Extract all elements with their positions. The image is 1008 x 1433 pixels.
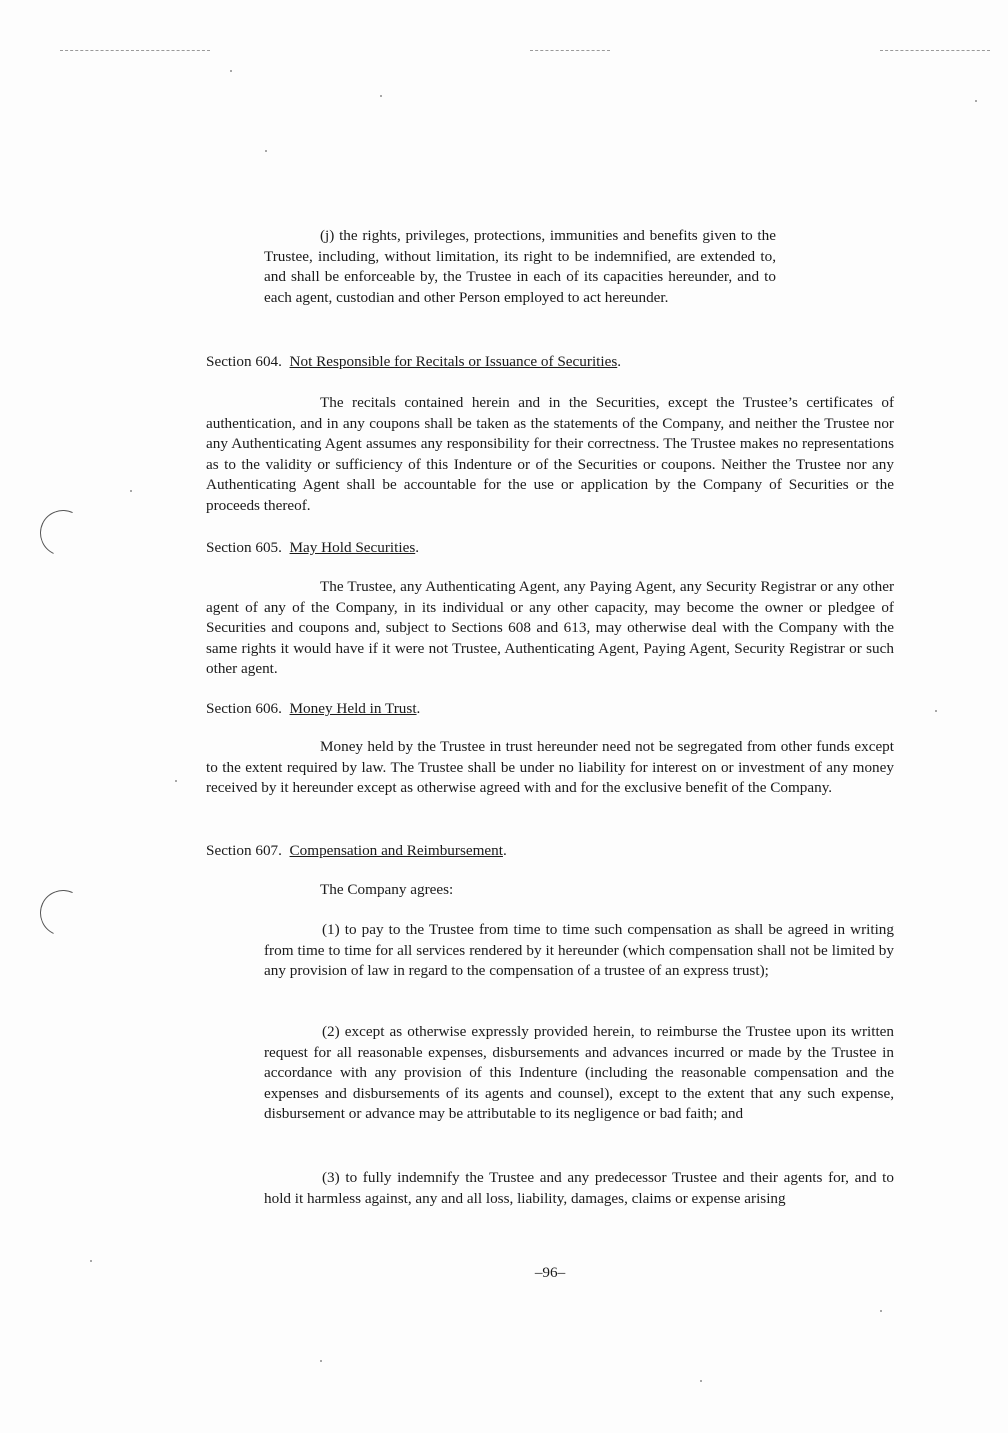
section-heading-606: Section 606. Money Held in Trust. [206,700,421,717]
section-title: Money Held in Trust [289,700,417,717]
section-heading-607: Section 607. Compensation and Reimbursement. [206,842,507,859]
section-heading-604: Section 604. Not Responsible for Recitals or Issuance of Securities. [206,353,622,370]
punch-hole-mark [34,884,93,943]
list-item-3: (3) to fully indemnify the Trustee and any predecessor Trustee and their agents for, and to hold it harmless against, any and all loss, liability, damages, claims or expense arising [264,1169,894,1207]
scan-speck [175,780,177,782]
scan-speck [700,1380,702,1382]
scan-speck [230,70,232,72]
section-heading-605: Section 605. May Hold Securities. [206,539,420,556]
scan-speck [265,150,267,152]
section-body-604: The recitals contained herein and in the Securities, except the Trustee’s certificates of authentication, and in any coupons shall be taken as the statements of the Company, and neither the Trustee nor any Authenticating Agent assumes any responsibility for their correctness. The Trustee makes no representations as to the validity or sufficiency of this Indenture or of the Securities or coupons. Neither the Trustee nor any Authenticating Agent shall be accountable for the use or application by the Company of Securities or the proceeds thereof. [206,394,894,514]
scan-speck [90,1260,92,1262]
scan-artifact-top-left [60,50,210,52]
scan-speck [380,95,382,97]
section-label: Section 607. [206,842,282,859]
section-label: Section 605. [206,539,282,556]
scan-artifact-top-mid [530,50,610,52]
scan-speck [975,100,977,102]
scan-speck [320,1360,322,1362]
section-label: Section 604. [206,353,282,370]
paragraph-j: (j) the rights, privileges, protections, immunities and benefits given to the Trustee, including, without limitation, its right to be indemnified, are extended to, and shall be enforceable by, the Trustee in each of its capacities hereunder, and to each agent, custodian and other Person employed to act hereunder. [264,227,776,306]
page-number: –96– [534,1264,566,1281]
section-body-606: Money held by the Trustee in trust hereunder need not be segregated from other funds except to the extent required by law. The Trustee shall be under no liability for interest on or investment of any money received by it hereunder except as otherwise agreed with and for the exclusive benefit of the Company. [206,738,894,797]
scan-artifact-top-right [880,50,990,52]
section-title: Not Responsible for Recitals or Issuance of Securities [289,353,618,370]
scan-speck [880,1310,882,1312]
list-item-1: (1) to pay to the Trustee from time to time such compensation as shall be agreed in writing from time to time for all services rendered by it hereunder (which compensation shall not be limited by any provision of law in regard to the compensation of a trustee of an express trust); [264,921,894,980]
section-title: May Hold Securities [289,539,416,556]
section-body-605: The Trustee, any Authenticating Agent, any Paying Agent, any Security Registrar or any other agent of any of the Company, in its individual or any other capacity, may become the owner or pledgee of Securities and coupons and, subject to Sections 608 and 613, may otherwise deal with the Company with the same rights it would have if it were not Trustee, Authenticating Agent, Paying Agent, Security Registrar or such other agent. [206,578,894,678]
section-label: Section 606. [206,700,282,717]
scan-speck [130,490,132,492]
scan-speck [935,710,937,712]
punch-hole-mark [34,504,93,563]
section-intro-607: The Company agrees: [320,881,454,898]
list-item-2: (2) except as otherwise expressly provided herein, to reimburse the Trustee upon its written request for all reasonable expenses, disbursements and advances incurred or made by the Trustee in accordance with any provision of this Indenture (including the reasonable compensation and the expenses and disbursements of its agents and counsel), except to the extent that any such expense, disbursement or advance may be attributable to its negligence or bad faith; and [264,1023,894,1123]
section-title: Compensation and Reimbursement [289,842,503,859]
